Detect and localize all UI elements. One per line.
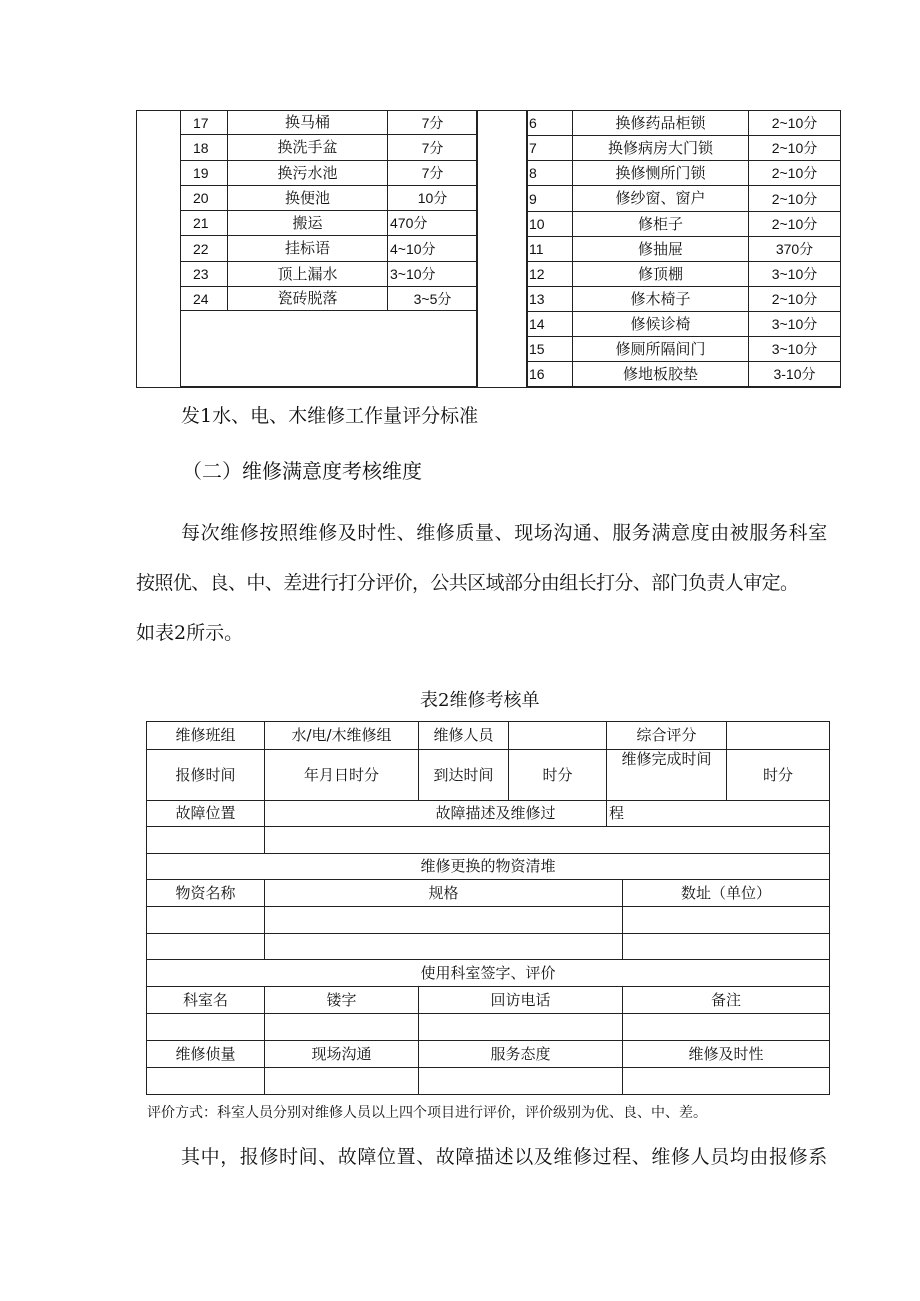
score-row-number: 20 (181, 186, 228, 211)
materials-row-2-name (147, 934, 265, 960)
score-row-item: 换马桶 (228, 111, 388, 135)
score-row-left (181, 211, 478, 236)
score-row-item: 修厕所隔间门 (573, 337, 749, 362)
cell-overall-value (727, 722, 830, 750)
score-row-item: 换洗手盆 (228, 135, 388, 161)
paragraph1-line3: 如表2所示。 (136, 622, 244, 644)
score-table-right (526, 110, 841, 387)
score-row-score: 7分 (388, 135, 478, 161)
score-row-right (527, 262, 841, 287)
score-row-left (181, 236, 478, 262)
score-row-right (527, 186, 841, 212)
materials-header: 维修更换的物资清堆 (147, 854, 830, 880)
score-row-left-empty (181, 311, 478, 387)
cell-arrive-time-label: 到达时间 (419, 750, 509, 801)
score-row-right (527, 237, 841, 262)
score-row-left (181, 262, 478, 287)
cell-arrive-time-value: 时分 (509, 750, 607, 801)
score-row-score: 2~10分 (749, 111, 841, 136)
materials-row-1-spec (265, 907, 623, 934)
assessment-table-lower (146, 879, 830, 1095)
sign-row-remark (623, 1014, 830, 1041)
cell-team-label: 维修班组 (147, 722, 265, 750)
cell-overall-label: 综合评分 (607, 722, 727, 750)
eval-row-communication (265, 1068, 419, 1095)
score-row-score: 3~10分 (749, 337, 841, 362)
score-row-item: 修顶棚 (573, 262, 749, 287)
score-row-number: 12 (527, 262, 573, 287)
materials-row-1-qty (623, 907, 830, 934)
score-row-number: 17 (181, 111, 228, 135)
score-row-number: 7 (527, 136, 573, 161)
cell-staff-label: 维修人员 (419, 722, 509, 750)
score-row-number: 9 (527, 186, 573, 212)
score-empty-cell (181, 311, 478, 387)
score-row-number: 21 (181, 211, 228, 236)
score-row-score: 2~10分 (749, 212, 841, 237)
score-row-item: 搬运 (228, 211, 388, 236)
score-row-score: 10分 (388, 186, 478, 211)
cell-complete-time-value: 时分 (727, 750, 830, 801)
eval-col-communication: 现场沟通 (265, 1041, 419, 1068)
score-row-score: 7分 (388, 111, 478, 135)
eval-col-timeliness: 维修及时性 (623, 1041, 830, 1068)
score-row-left (181, 161, 478, 186)
materials-row-1-name (147, 907, 265, 934)
score-table-left (180, 110, 478, 387)
cell-fault-location-value (147, 827, 265, 854)
score-row-right (527, 161, 841, 186)
cell-fault-desc-tail (607, 801, 830, 827)
score-row-number: 6 (527, 111, 573, 136)
score-row-left (181, 287, 478, 311)
score-row-score: 2~10分 (749, 287, 841, 312)
cell-fault-desc-label (265, 801, 607, 827)
score-row-right (527, 312, 841, 337)
materials-col-spec: 规格 (265, 880, 623, 907)
score-row-number: 18 (181, 135, 228, 161)
sign-col-phone: 回访电话 (419, 987, 623, 1014)
cell-team-value: 水/电/木维修组 (265, 722, 419, 750)
cell-report-time-label: 报修时间 (147, 750, 265, 801)
score-row-score: 7分 (388, 161, 478, 186)
materials-row-2-spec (265, 934, 623, 960)
score-row-score: 3~10分 (388, 262, 478, 287)
score-row-item: 换便池 (228, 186, 388, 211)
fault-desc-tail-text: 程 (609, 804, 625, 822)
materials-col-name: 物资名称 (147, 880, 265, 907)
score-row-item: 换修病房大门锁 (573, 136, 749, 161)
sign-col-dept: 科室名 (147, 987, 265, 1014)
sign-col-signature: 镂字 (265, 987, 419, 1014)
score-row-number: 15 (527, 337, 573, 362)
score-row-score: 4~10分 (388, 236, 478, 262)
score-row-item: 挂标语 (228, 236, 388, 262)
table2-title: 表2维修考核单 (420, 690, 540, 711)
paragraph1-line2: 按照优、良、中、差进行打分评价，公共区域部分由组长打分、部门负责人审定。 (136, 572, 799, 594)
score-table-mid-gap (476, 110, 528, 387)
table1-caption: 发1水、电、木维修工作量评分标准 (181, 405, 479, 427)
score-row-right (527, 287, 841, 312)
score-row-number: 8 (527, 161, 573, 186)
paragraph2: 其中，报修时间、故障位置、故障描述以及维修过程、维修人员均由报修系 (181, 1146, 828, 1168)
score-row-number: 10 (527, 212, 573, 237)
score-row-left (181, 111, 478, 135)
score-row-score: 2~10分 (749, 136, 841, 161)
sign-row-phone (419, 1014, 623, 1041)
score-row-number: 24 (181, 287, 228, 311)
score-row-left (181, 135, 478, 161)
score-row-item: 瓷砖脱落 (228, 287, 388, 311)
score-row-number: 14 (527, 312, 573, 337)
sign-row-signature (265, 1014, 419, 1041)
score-row-item: 换污水池 (228, 161, 388, 186)
evaluation-note: 评价方式：科室人员分别对维修人员以上四个项目进行评价，评价级别为优、良、中、差。 (147, 1105, 707, 1121)
score-row-number: 22 (181, 236, 228, 262)
cell-staff-value (509, 722, 607, 750)
cell-report-time-value: 年月日时分 (265, 750, 419, 801)
score-row-number: 16 (527, 362, 573, 387)
score-row-right (527, 362, 841, 387)
score-row-item: 修木椅子 (573, 287, 749, 312)
score-row-score: 3-10分 (749, 362, 841, 387)
score-row-left (181, 186, 478, 211)
sign-col-remark: 备注 (623, 987, 830, 1014)
score-row-item: 修候诊椅 (573, 312, 749, 337)
score-row-number: 23 (181, 262, 228, 287)
cell-fault-desc-value (265, 827, 830, 854)
sign-header: 使用科室签字、评价 (147, 960, 830, 987)
score-row-number: 19 (181, 161, 228, 186)
score-row-item: 修柜子 (573, 212, 749, 237)
cell-complete-time-label: 维修完成时间 (607, 750, 727, 801)
score-row-score: 2~10分 (749, 186, 841, 212)
materials-row-2-qty (623, 934, 830, 960)
cell-fault-location-label: 故障位置 (147, 801, 265, 827)
materials-col-qty: 数址（单位） (623, 880, 830, 907)
score-row-number: 11 (527, 237, 573, 262)
eval-row-attitude (419, 1068, 623, 1095)
score-row-item: 顶上漏水 (228, 262, 388, 287)
score-row-item: 换修药品柜锁 (573, 111, 749, 136)
assessment-table (146, 721, 830, 880)
score-row-score: 470分 (388, 211, 478, 236)
eval-col-quality: 维修侦量 (147, 1041, 265, 1068)
eval-row-timeliness (623, 1068, 830, 1095)
sign-row-dept (147, 1014, 265, 1041)
score-row-item: 修纱窗、窗户 (573, 186, 749, 212)
score-row-item: 修地板胶垫 (573, 362, 749, 387)
score-row-score: 3~10分 (749, 262, 841, 287)
score-row-score: 3~5分 (388, 287, 478, 311)
score-row-score: 3~10分 (749, 312, 841, 337)
score-row-right (527, 212, 841, 237)
score-row-score: 2~10分 (749, 161, 841, 186)
score-row-item: 换修恻所门锁 (573, 161, 749, 186)
score-row-item: 修抽屉 (573, 237, 749, 262)
score-row-right (527, 111, 841, 136)
score-row-score: 370分 (749, 237, 841, 262)
paragraph1-line1: 每次维修按照维修及时性、维修质量、现场沟通、服务满意度由被服务科室 (181, 522, 828, 544)
eval-col-attitude: 服务态度 (419, 1041, 623, 1068)
section-heading: （二）维修满意度考核维度 (182, 459, 422, 483)
score-row-right (527, 136, 841, 161)
score-row-right (527, 337, 841, 362)
eval-row-quality (147, 1068, 265, 1095)
fault-desc-text: 故障描述及维修过 (435, 804, 556, 822)
score-row-number: 13 (527, 287, 573, 312)
